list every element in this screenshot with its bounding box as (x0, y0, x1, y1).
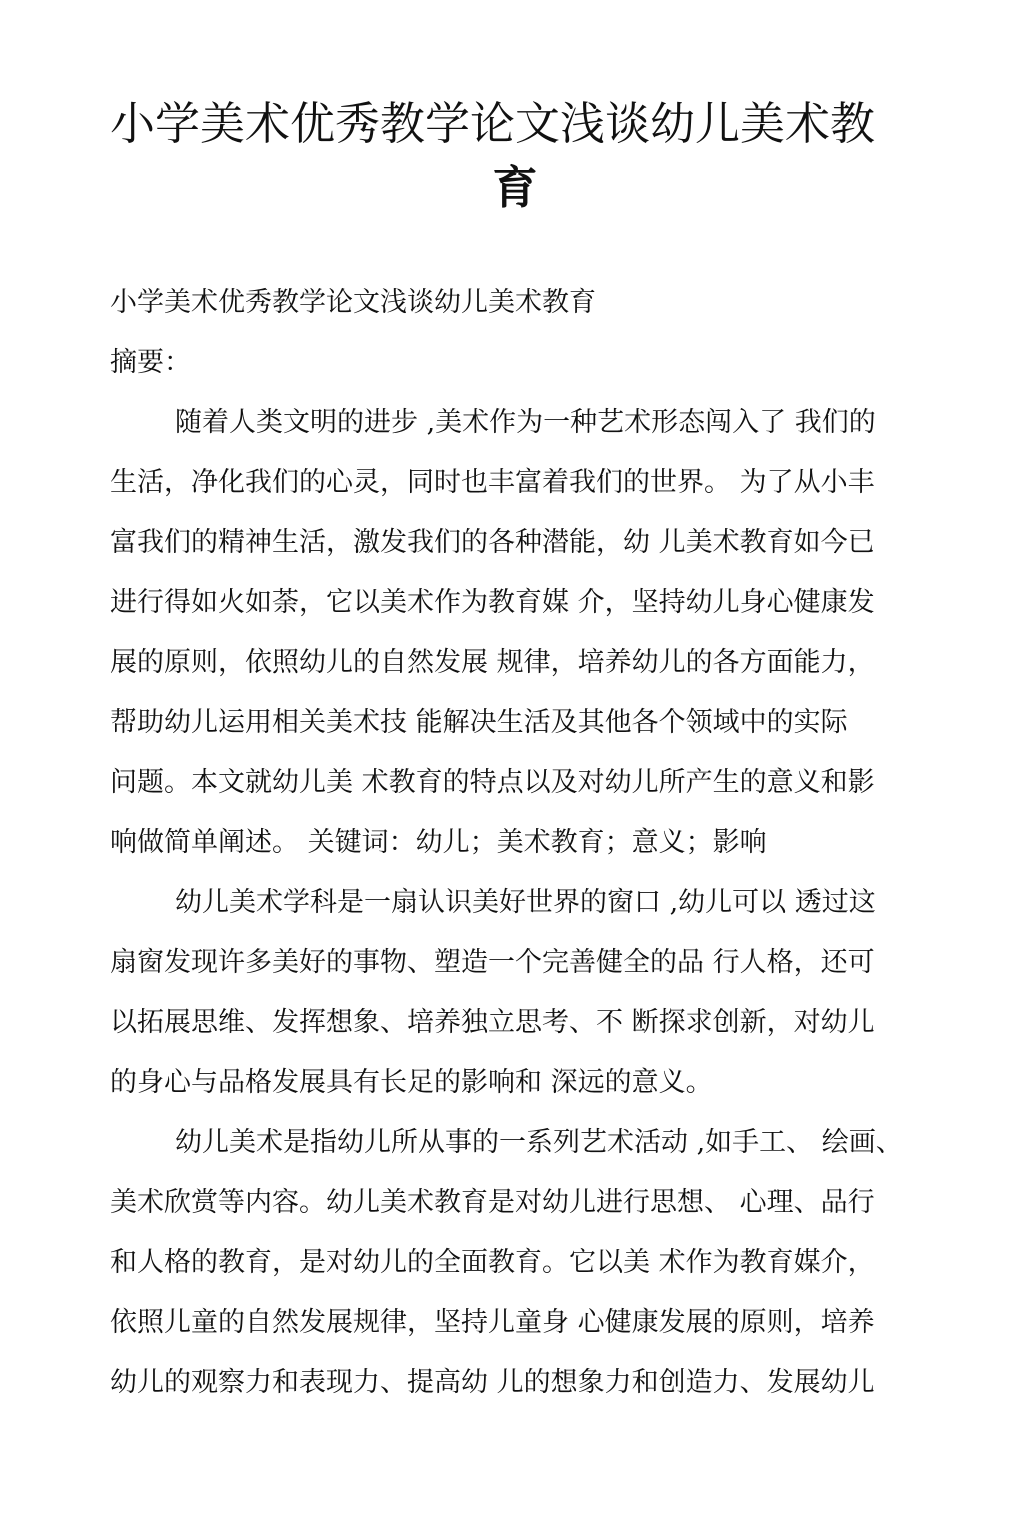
paragraph-2-line-3: 以拓展思维、发挥想象、培养独立思考、不 断探求创新，对幼儿 (110, 1007, 875, 1038)
paragraph-1-line-4: 进行得如火如荼，它以美术作为教育媒 介，坚持幼儿身心健康发 (110, 587, 875, 618)
paragraph-2-line-2: 扇窗发现许多美好的事物、塑造一个完善健全的品 行人格，还可 (110, 947, 875, 978)
paragraph-1-line-1: 随着人类文明的进步 ,美术作为一种艺术形态闯入了 我们的 (175, 407, 876, 438)
paragraph-3-line-3: 和人格的教育，是对幼儿的全面教育。它以美 术作为教育媒介， (110, 1247, 875, 1278)
paragraph-3-line-4: 依照儿童的自然发展规律，坚持儿童身 心健康发展的原则，培养 (110, 1307, 875, 1338)
title-line-2: 育 (492, 161, 538, 214)
title-line-1: 小学美术优秀教学论文浅谈幼儿美术教 (110, 97, 876, 150)
paragraph-1-line-7: 问题。本文就幼儿美 术教育的特点以及对幼儿所产生的意义和影 (110, 767, 875, 798)
paragraph-1-line-6: 帮助幼儿运用相关美术技 能解决生活及其他各个领域中的实际 (110, 707, 848, 738)
abstract-label: 摘要： (110, 347, 191, 378)
paragraph-1-line-5: 展的原则，依照幼儿的自然发展 规律，培养幼儿的各方面能力， (110, 647, 875, 678)
subtitle: 小学美术优秀教学论文浅谈幼儿美术教育 (110, 287, 596, 318)
paragraph-3-line-5: 幼儿的观察力和表现力、提高幼 儿的想象力和创造力、发展幼儿 (110, 1367, 875, 1398)
paragraph-2-line-4: 的身心与品格发展具有长足的影响和 深远的意义。 (110, 1067, 713, 1098)
paragraph-3-line-2: 美术欣赏等内容。幼儿美术教育是对幼儿进行思想、 心理、品行 (110, 1187, 875, 1218)
paragraph-1-line-3: 富我们的精神生活，激发我们的各种潜能，幼 儿美术教育如今已 (110, 527, 875, 558)
paragraph-1-line-8: 响做简单阐述。 关键词：幼儿；美术教育；意义；影响 (110, 827, 767, 858)
paragraph-3-line-1: 幼儿美术是指幼儿所从事的一系列艺术活动 ,如手工、 绘画、 (175, 1127, 903, 1158)
paragraph-1-line-2: 生活，净化我们的心灵，同时也丰富着我们的世界。 为了从小丰 (110, 467, 875, 498)
paragraph-2-line-1: 幼儿美术学科是一扇认识美好世界的窗口 ,幼儿可以 透过这 (175, 887, 876, 918)
document-title (110, 92, 920, 220)
